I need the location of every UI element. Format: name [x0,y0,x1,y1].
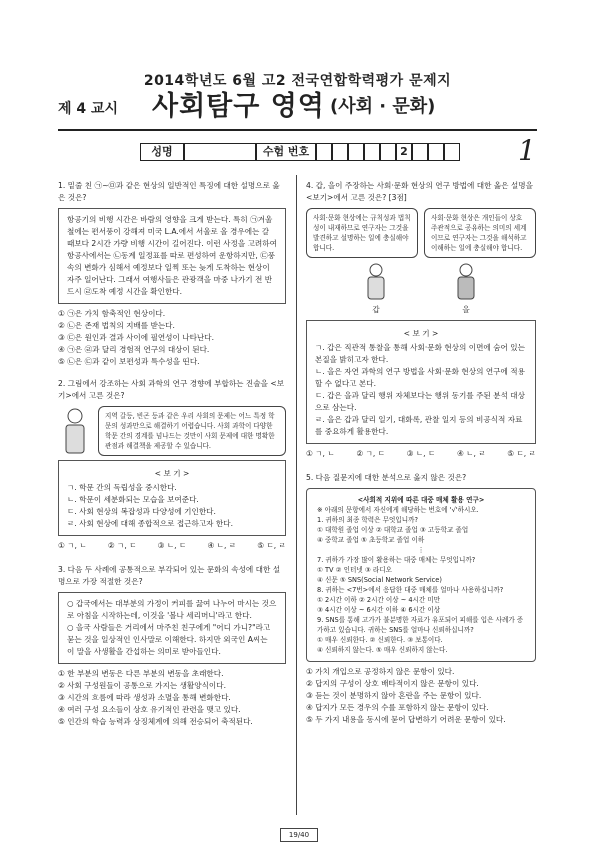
page-footer: 19/40 [280,828,318,842]
survey-line: ① 매우 신뢰한다. ② 신뢰한다. ③ 보통이다. [317,636,443,644]
survey-line: 8. 귀하는 <7번>에서 응답한 대중 매체를 얼마나 사용하십니까? [317,586,504,594]
answer-option[interactable]: ③ ㉢은 원인과 결과 사이에 필연성이 나타난다. [58,333,215,342]
answer-options [58,540,286,552]
answer-options [306,666,536,726]
bogi-item: ㄹ. 사회 현상에 대해 종합적으로 접근하고자 한다. [67,519,234,528]
passage-box [58,592,286,664]
answer-options [306,448,536,460]
exam-number-box[interactable] [332,143,348,161]
bogi-item: ㄷ. 사회 현상의 복잡성과 다양성에 기인한다. [67,507,216,516]
answer-option[interactable]: ① 한 부분의 변동은 다른 부분의 변동을 초래한다. [58,669,224,678]
passage-item: ○ 갑국에서는 대부분의 가정이 커피를 끓여 나누어 마시는 것으로 아침을 시작하는데, 이것을 '볼나 세리머니'라고 한다. [67,599,277,620]
exam-number-box[interactable] [444,143,460,161]
name-label: 성명 [140,143,184,161]
answer-option[interactable]: ⑤ ㄷ, ㄹ [507,449,536,458]
answer-option[interactable]: ⑤ 두 가지 내용을 동시에 묻어 답변하기 어려운 문항이 있다. [306,715,506,724]
answer-option[interactable]: ② ㄱ, ㄷ [356,449,386,458]
question-stem: 5. 다음 질문지에 대한 분석으로 옳지 않은 것은? [306,473,467,482]
question-stem: 3. 다음 두 사례에 공통적으로 부각되어 있는 문화의 속성에 대한 설명으로 가장 적절한 것은? [58,565,281,586]
subject-subtitle: (사회 · 문화) [330,96,436,117]
teacher-icon [58,406,92,456]
answer-option[interactable]: ④ 답지가 모든 경우의 수를 포함하지 않는 문항이 있다. [306,703,489,712]
answer-option[interactable]: ② 사회 구성원들이 공통으로 가지는 생활양식이다. [58,681,226,690]
bogi-item: ㄱ. 갑은 직관적 통찰을 통해 사회·문화 현상의 이면에 숨어 있는 본질을 밝히고자 한다. [315,343,525,364]
figure [58,406,286,456]
exam-number-box[interactable] [316,143,332,161]
question-1 [58,180,286,368]
bogi-label: < 보 기 > [403,329,439,338]
answer-option[interactable]: ④ 여러 구성 요소들이 상호 유기적인 관련을 맺고 있다. [58,705,241,714]
answer-option[interactable]: ③ ㄴ, ㄷ [406,449,436,458]
answer-option[interactable]: ④ ㄴ, ㄹ [456,449,486,458]
passage-item: ○ 을국 사람들은 거리에서 마주친 친구에게 "어디 가니?"라고 묻는 것을 일상적인 인사말로 이해한다. 하지만 외국인 A씨는 이 말을 사생활을 간섭하는 의미로 받아들인다. [67,623,271,656]
speech-bubble: 지역 갈등, 빈곤 등과 같은 우리 사회의 문제는 어느 특정 학문의 성과만으로 해결하기 어렵습니다. 사회 과학이 다양한 학문 간의 경계를 넘나드는 것만이 사회 문제에 대한 명확한 관점과 해결책을 제공할 수 있습니다. [98,406,286,456]
person-figure [58,406,92,456]
bogi-item: ㄴ. 을은 자연 과학의 연구 방법을 사회·문화 현상의 연구에 적용할 수 없다고 본다. [315,367,525,388]
exam-number-box[interactable] [412,143,428,161]
answer-option[interactable]: ③ 시간의 흐름에 따라 생성과 소멸을 통해 변화한다. [58,693,231,702]
answer-option[interactable]: ③ 듣는 것이 분명하지 않아 혼란을 주는 문항이 있다. [306,691,482,700]
answer-option[interactable]: ① ㉠은 가치 함축적인 현상이다. [58,309,166,318]
name-field[interactable] [184,143,256,161]
person-a-icon [361,262,391,300]
question-4 [306,180,536,460]
person-b-label: 을 [462,305,470,314]
person-a-label: 갑 [372,305,380,314]
answer-option[interactable]: ⑤ ㄷ, ㄹ [257,541,286,550]
person-a [361,262,391,316]
answer-option[interactable]: ③ ㄴ, ㄷ [157,541,187,550]
persons-row [306,262,536,316]
bogi-box [306,320,536,444]
column-divider [296,175,297,815]
answer-option[interactable]: ⑤ ㉡은 ㉢과 같이 보편성과 특수성을 띤다. [58,357,200,366]
answer-option[interactable]: ④ ㉠은 ㉣과 달리 경험적 연구의 대상이 된다. [58,345,210,354]
person-b-icon [451,262,481,300]
survey-line: 9. SNS를 통해 고가가 불분명한 자료가 유포되어 피해를 입은 사례가 증가하고 있습니다. 귀하는 SNS를 얼마나 신뢰하십니까? [317,616,524,634]
bogi-item: ㄷ. 갑은 을과 달리 행위 자체보다는 행위 동기를 주된 분석 대상으로 삼는다. [315,391,525,412]
bogi-item: ㄱ. 학문 간의 독립성을 중시한다. [67,483,177,492]
answer-option[interactable]: ① ㄱ, ㄴ [58,541,87,550]
left-column [58,180,286,728]
bogi-box [58,460,286,536]
answer-option[interactable]: ② ㉡은 존재 법칙의 지배를 받는다. [58,321,175,330]
survey-line: ① 대학원 졸업 이상 ② 대학교 졸업 ③ 고등학교 졸업 [317,526,469,534]
right-column [306,180,536,726]
survey-line: ① 2시간 이하 ② 2시간 이상 ~ 4시간 미만 [317,596,441,604]
exam-number-box[interactable] [348,143,364,161]
page-number: 1 [518,134,536,167]
survey-box [306,488,536,662]
survey-title: <사회적 지위에 따른 대중 매체 활용 연구> [357,496,485,504]
answer-options [58,668,286,728]
question-5 [306,472,536,726]
answer-option[interactable]: ④ ㄴ, ㄹ [207,541,237,550]
bogi-item: ㄴ. 학문이 세분화되는 모습을 보여준다. [67,495,199,504]
survey-line: 1. 귀하의 최종 학력은 무엇입니까? [317,516,418,524]
answer-option[interactable]: ⑤ 인간의 학습 능력과 상징체계에 의해 전승되어 축적된다. [58,717,253,726]
question-stem: 4. 갑, 을이 주장하는 사회·문화 현상의 연구 방법에 대한 옳은 설명을 <보기>에서 고른 것은? [3점] [306,181,533,202]
answer-option[interactable]: ① 가치 개입으로 공정하지 않은 문항이 있다. [306,667,455,676]
answer-options [58,308,286,368]
survey-line: ④ 신문 ⑤ SNS(Social Network Service) [317,576,442,584]
answer-option[interactable]: ② ㄱ, ㄷ [107,541,137,550]
question-3 [58,564,286,728]
question-2 [58,378,286,552]
exam-number-box[interactable] [364,143,380,161]
survey-line: ⋮ [417,546,425,554]
exam-number-box[interactable]: 2 [396,143,412,161]
survey-note: ※ 아래의 문항에서 자신에게 해당하는 번호에 '√'하시오. [317,506,479,514]
speech-bubble-a: 사회·문화 현상에는 규칙성과 법칙성이 내재하므로 연구자는 그것을 발견하고 설명하는 일에 충실해야 합니다. [306,208,418,258]
person-b [451,262,481,316]
bogi-item: ㄹ. 을은 갑과 달리 일기, 대화록, 관찰 일지 등의 비공식적 자료를 중요하게 활용한다. [315,415,523,436]
session-label: 제 4 교시 [58,101,119,117]
survey-line: 7. 귀하가 가장 많이 활용하는 대중 매체는 무엇입니까? [317,556,476,564]
header-rule [58,129,537,131]
question-stem: 1. 밑줄 친 ㉠~㉤과 같은 현상의 일반적인 특징에 대한 설명으로 옳은 것은? [58,181,280,202]
survey-line: ④ 중학교 졸업 ⑤ 초등학교 졸업 이하 [317,536,425,544]
survey-line: ③ 4시간 이상 ~ 6시간 이하 ④ 6시간 이상 [317,606,441,614]
answer-option[interactable]: ① ㄱ, ㄴ [306,449,335,458]
exam-number-box[interactable] [380,143,396,161]
bogi-label: < 보 기 > [154,469,190,478]
footer-current: 19 [288,831,298,839]
exam-title: 2014학년도 6월 고2 전국연합학력평가 문제지 [143,73,452,89]
exam-number-label: 수험 번호 [256,143,316,161]
speech-row [306,208,536,258]
exam-number-box[interactable] [428,143,444,161]
footer-total: 40 [300,831,310,839]
survey-line: ① TV ② 인터넷 ③ 라디오 [317,566,392,574]
candidate-info-row [140,143,460,160]
answer-option[interactable]: ② 답지의 구성이 상호 배타적이지 않은 문항이 있다. [306,679,479,688]
speech-bubble-b: 사회·문화 현상은 개인들이 상호 주관적으로 공유하는 의미의 세계이므로 연구자는 그것을 해석하고 이해하는 일에 충실해야 합니다. [424,208,536,258]
survey-line: ④ 신뢰하지 않는다. ⑤ 매우 신뢰하지 않는다. [317,646,448,654]
passage-box: 항공기의 비행 시간은 바람의 영향을 크게 받는다. 특히 ㉠겨울철에는 편서풍이 강해져 미국 L.A.에서 서울로 올 경우에는 갈 때보다 2시간 가량 비행 시간이 길어진다. 이런 사정을 고려하여 항공사에서는 ㉡동계 일정표를 따로 편성하여 운항하지만, ㉢풍속의 변화가 심해서 예정보다 일찍 또는 늦게 도착하는 현상이 자주 일어난다. 그래서 여행사들은 관광객을 마중 나가기 전 반드시 ㉣도착 예정 시간을 확인한다. [58,208,286,304]
subject-title: 사회탐구 영역 [152,91,325,122]
question-stem: 2. 그림에서 강조하는 사회 과학의 연구 경향에 부합하는 진술을 <보기>에서 고른 것은? [58,379,285,400]
